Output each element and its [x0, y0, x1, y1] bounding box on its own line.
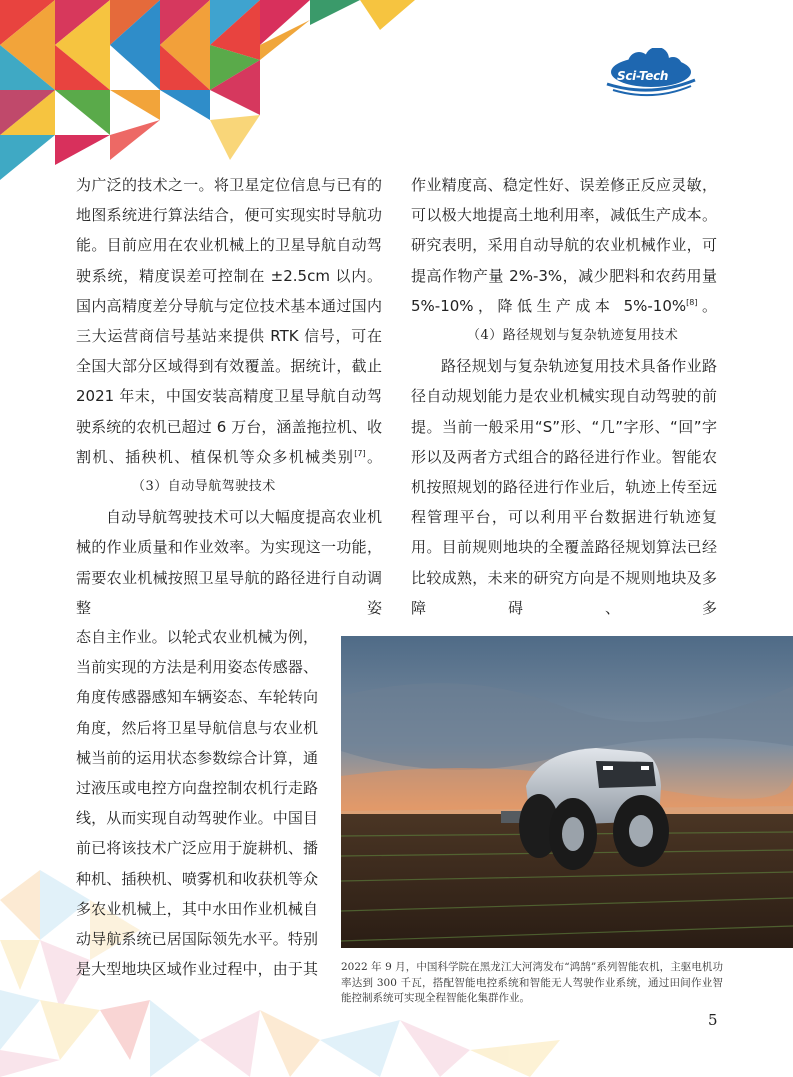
- sci-tech-logo: [603, 48, 699, 100]
- text-line: 动导航系统已居国际领先水平。特别: [76, 930, 318, 949]
- text-line: 字形以及两者方式组合的路径进行作业。智能: [411, 417, 717, 466]
- left-column: [76, 170, 382, 623]
- text-line: 目前规则地块的全覆盖路径规划算法已经比较成: [411, 538, 717, 587]
- text-line: 线，从而实现自动驾驶作业。中国目: [76, 809, 318, 828]
- text-line: 械当前的运用状态参数综合计算，通: [76, 748, 318, 767]
- text-line: 要农业机械按照卫星导航的路径进行自动调整姿: [76, 568, 382, 617]
- text-line: 作业精度高、稳定性好、误差修正反应灵敏，可: [411, 176, 717, 225]
- text-line: 物产量 2%-3%，减少肥料和农药用量 5%-10%，: [411, 266, 717, 315]
- text-line: 械的作业质量和作业效率。为实现这一功能，需: [76, 538, 382, 587]
- text-line: 径自动规划能力是农业机械实现自动驾驶的前: [411, 387, 717, 406]
- text-end: 。: [365, 447, 382, 466]
- page-number: 5: [708, 1011, 718, 1029]
- autonomous-tractor-photo: [341, 636, 793, 948]
- text-line: 农机按照规划的路径进行作业后，轨迹上传至远: [411, 447, 717, 497]
- text-line: 种机、插秧机、喷雾机和收获机等众: [76, 869, 318, 888]
- text-line: 提。当前一般采用“S”形、“几”字形、“回”: [411, 417, 702, 436]
- text-line: 区域得到有效覆盖。据统计，截止 2021 年末，: [76, 357, 382, 406]
- text-line: 商信号基站来提供 RTK 信号，可在全国大部分: [76, 327, 382, 376]
- citation-ref: [7]: [354, 448, 366, 458]
- text-line: 角度传感器感知车辆姿态、车轮转向: [76, 688, 318, 707]
- text-line: 统，精度误差可控制在 ±2.5cm 以内。国内高: [76, 266, 382, 315]
- section-heading: （4）路径规划与复杂轨迹复用技术: [467, 328, 679, 344]
- text-line: 前已将该技术广泛应用于旋耕机、播: [76, 839, 318, 858]
- text-line: 是大型地块区域作业过程中，由于其: [76, 960, 318, 979]
- text-line: 多农业机械上，其中水田作业机械自: [76, 899, 318, 918]
- section-heading: （3）自动导航驾驶技术: [132, 479, 276, 495]
- paragraph: [76, 170, 382, 472]
- text-line: 角度，然后将卫星导航信息与农业机: [76, 718, 318, 737]
- text-line: 过液压或电控方向盘控制农机行走路: [76, 779, 318, 798]
- paragraph: [411, 351, 717, 623]
- text-line: 以极大地提高土地利用率，减低生产成本。研究: [411, 206, 717, 255]
- text-line: 目前应用在农业机械上的卫星导航自动驾驶系: [76, 236, 382, 285]
- text-line: 精度差分导航与定位技术基本通过国内三大运营: [76, 296, 382, 346]
- field-sunset-image: [341, 636, 793, 948]
- text-line: 当前实现的方法是利用姿态传感器、: [76, 658, 318, 677]
- text-line: 中国安装高精度卫星导航自动驾驶系统的农机已: [76, 387, 382, 436]
- text-line: 超过 6 万台，涵盖拖拉机、收割机、插秧机、植: [76, 417, 382, 466]
- text-end: 。: [697, 296, 717, 315]
- citation-ref: [8]: [686, 297, 698, 307]
- text-line: 态自主作业。以轮式农业机械为例，: [76, 628, 318, 646]
- text-line: 自动导航驾驶技术可以大幅度提高农业机: [106, 508, 382, 527]
- text-line: 为广泛的技术之一。将卫星定位信息与已有的地: [76, 176, 382, 225]
- text-line: 降低生产成本 5%-10%: [497, 296, 687, 315]
- left-column-narrow: [76, 622, 318, 984]
- text-line: 熟，未来的研究方向是不规则地块及多障碍、多: [411, 568, 717, 617]
- paragraph: [76, 502, 382, 623]
- text-line: 表明，采用自动导航的农业机械作业，可提高作: [411, 236, 717, 285]
- right-column: [411, 170, 717, 623]
- text-line: 图系统进行算法结合，便可实现实时导航功能。: [76, 206, 382, 255]
- text-line: 路径规划与复杂轨迹复用技术具备作业路: [441, 357, 717, 376]
- figure-caption: 2022 年 9 月，中国科学院在黑龙江大河湾发布“鸿鹄”系列智能农机，主驱电机功率达到 300 千瓦，搭配智能电控系统和智能无人驾驶作业系统，通过田间作业智能控制系统可实现全程智能化集群作业。: [341, 961, 723, 1004]
- text-line: 保机等众多机械类别: [206, 447, 355, 466]
- logo-text: Sci-Tech: [617, 69, 669, 83]
- decorative-triangle-pattern-top: [0, 0, 420, 185]
- paragraph: [76, 622, 318, 984]
- text-line: 程管理平台，可以利用平台数据进行轨迹复用。: [411, 508, 717, 557]
- paragraph: [411, 170, 717, 321]
